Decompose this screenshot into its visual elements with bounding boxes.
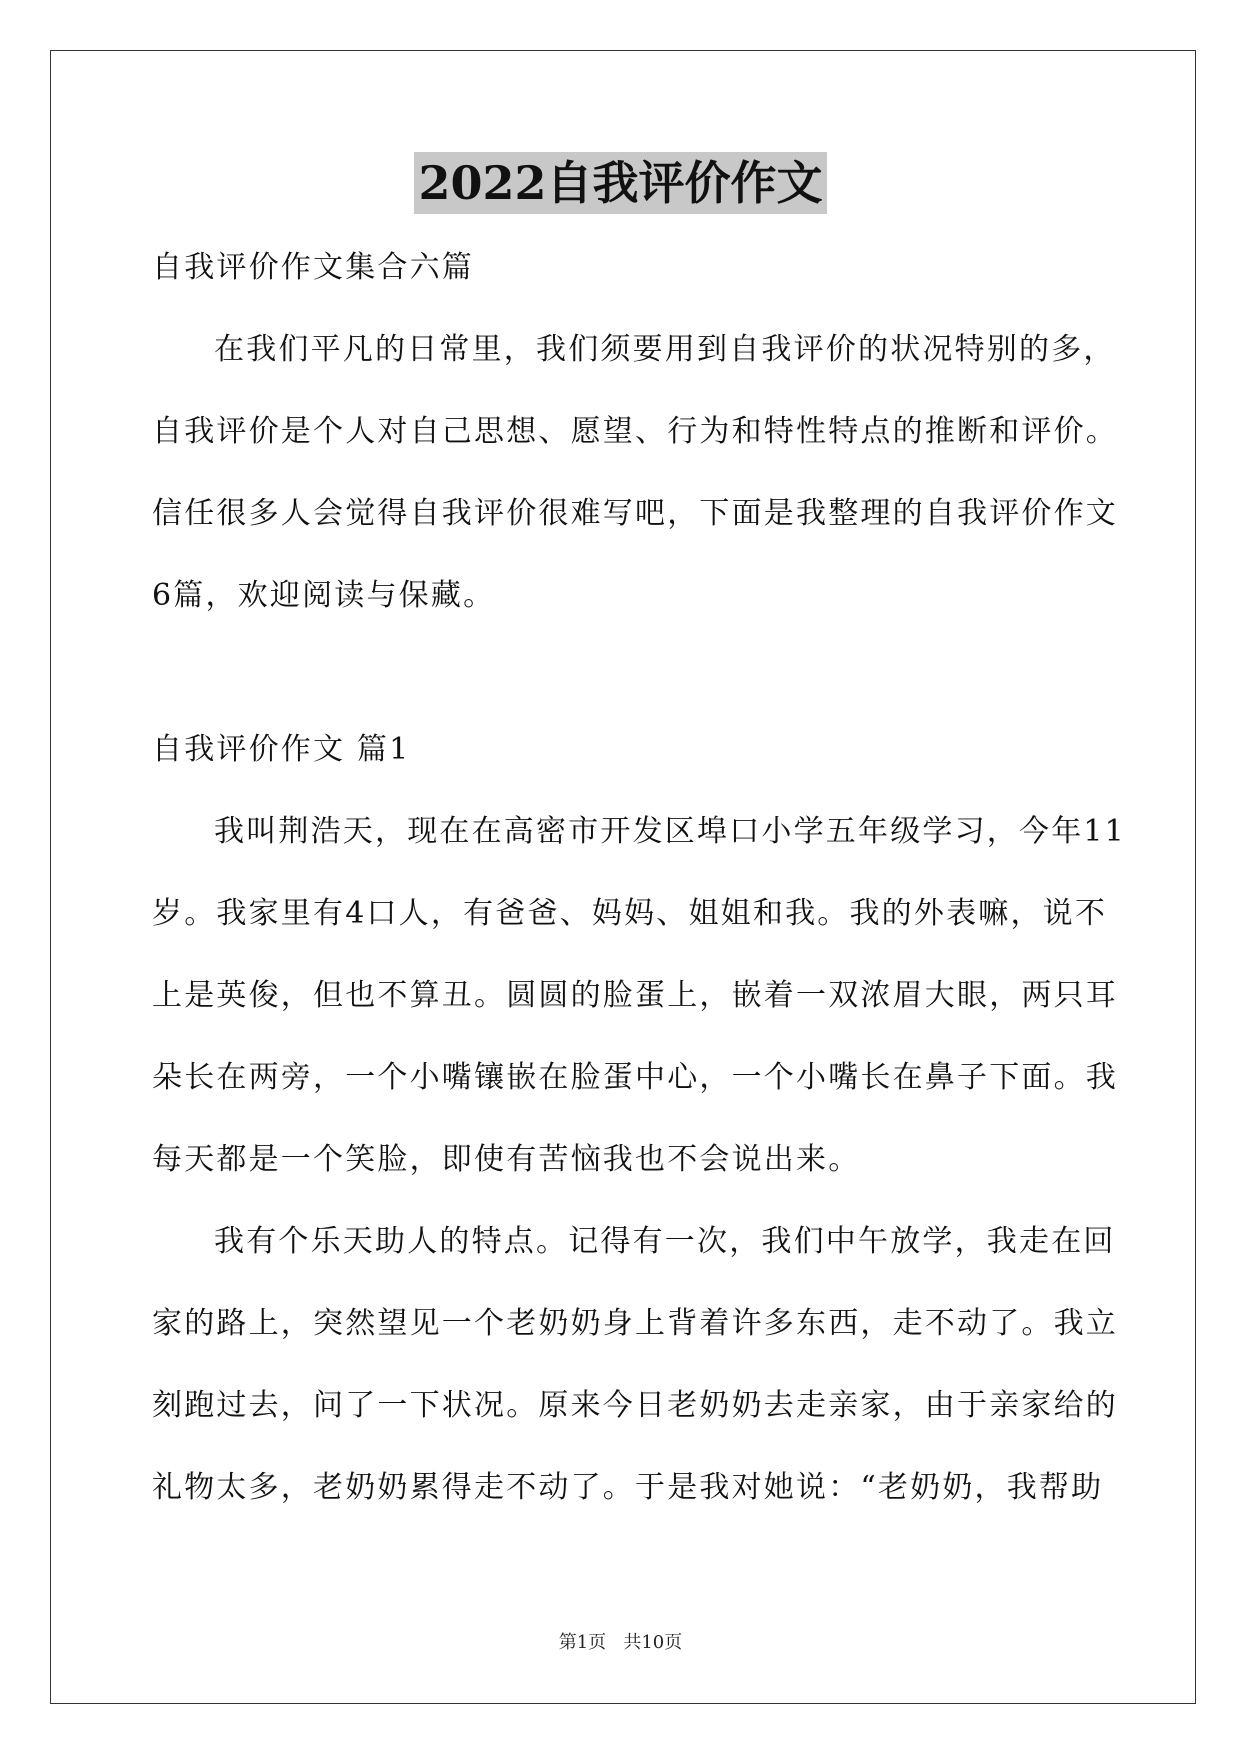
paragraph-line: 家的路上，突然望见一个老奶奶身上背着许多东西，走不动了。我立 [152, 1306, 1118, 1341]
document-title: 2022自我评价作文 [414, 152, 826, 214]
document-subtitle: 自我评价作文集合六篇 [152, 250, 474, 285]
intro-line: 6篇，欢迎阅读与保藏。 [152, 578, 496, 613]
paragraph-line: 刻跑过去，问了一下状况。原来今日老奶奶去走亲家，由于亲家给的 [152, 1388, 1118, 1423]
paragraph-line: 我有个乐天助人的特点。记得有一次，我们中午放学，我走在回 [214, 1224, 1116, 1259]
paragraph-line: 朵长在两旁，一个小嘴镶嵌在脸蛋中心，一个小嘴长在鼻子下面。我 [152, 1060, 1118, 1095]
paragraph-line: 礼物太多，老奶奶累得走不动了。于是我对她说：“老奶奶，我帮助 [152, 1470, 1104, 1505]
intro-line: 在我们平凡的日常里，我们须要用到自我评价的状况特别的多， [214, 332, 1116, 367]
intro-line: 自我评价是个人对自己思想、愿望、行为和特性特点的推断和评价。 [152, 414, 1118, 449]
paragraph-line: 岁。我家里有4口人，有爸爸、妈妈、姐姐和我。我的外表嘛，说不 [152, 896, 1108, 931]
section-heading: 自我评价作文 篇1 [152, 732, 411, 767]
paragraph-line: 上是英俊，但也不算丑。圆圆的脸蛋上，嵌着一双浓眉大眼，两只耳 [152, 978, 1118, 1013]
intro-line: 信任很多人会觉得自我评价很难写吧，下面是我整理的自我评价作文 [152, 496, 1118, 531]
paragraph-line: 每天都是一个笑脸，即使有苦恼我也不会说出来。 [152, 1142, 861, 1177]
paragraph-line: 我叫荆浩天，现在在高密市开发区埠口小学五年级学习，今年11 [214, 814, 1126, 849]
document-body [152, 248, 1126, 1550]
page-footer: 第1页 共10页 [558, 1632, 683, 1653]
title-container [0, 152, 1241, 214]
section-gap [152, 658, 1092, 730]
